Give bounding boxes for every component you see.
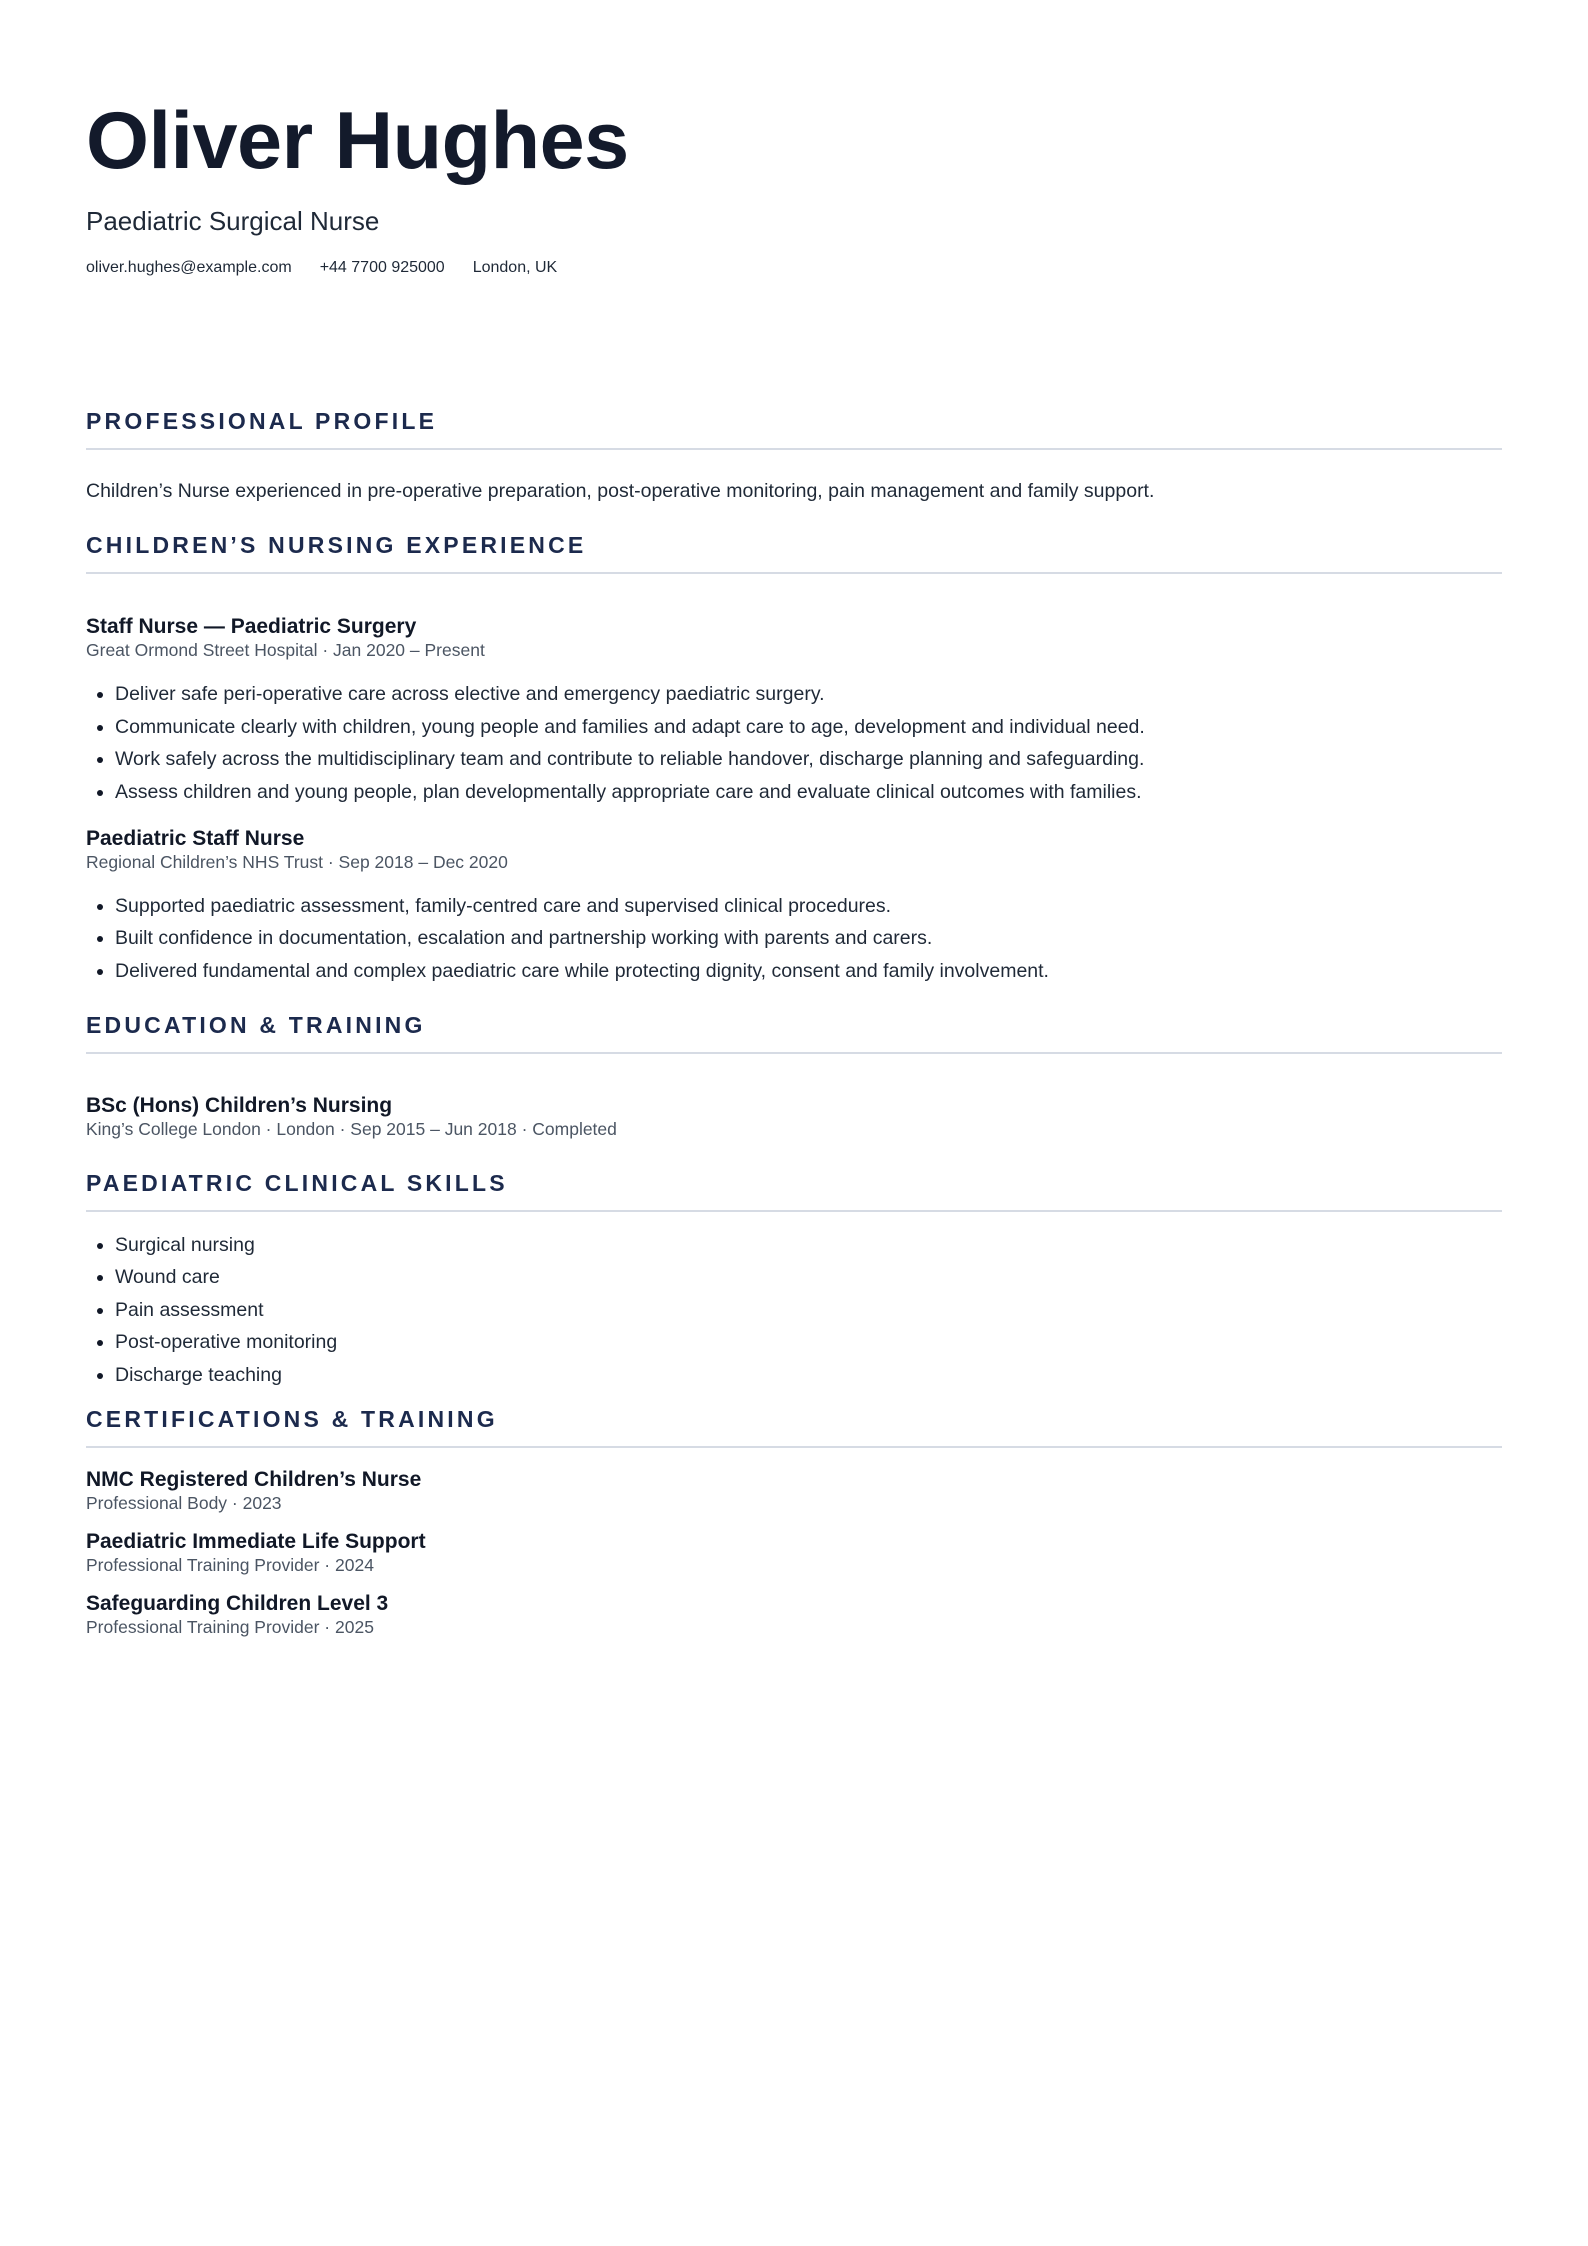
experience-section	[86, 532, 1502, 982]
skills-list	[86, 1234, 1502, 1386]
certification-details: Professional Training Provider · 2025	[86, 1616, 374, 1637]
profile-section	[86, 408, 1502, 504]
profile-text: Children’s Nurse experienced in pre-operative preparation, post-operative monitoring, pain management and family support.	[86, 480, 1155, 502]
list-item: • Built confidence in documentation, escalation and partnership working with parents and carers.	[115, 927, 1502, 949]
list-item: • Work safely across the multidisciplinary team and contribute to reliable handover, discharge planning and safeguarding.	[115, 748, 1502, 770]
resume-header	[86, 0, 1502, 278]
job-entry	[86, 615, 1502, 803]
education-heading: EDUCATION & TRAINING	[86, 1012, 1502, 1054]
candidate-title: Paediatric Surgical Nurse	[86, 206, 380, 236]
certifications-heading: CERTIFICATIONS & TRAINING	[86, 1406, 1502, 1448]
degree-title: BSc (Hons) Children’s Nursing	[86, 1093, 393, 1117]
contact-phone: +44 7700 925000	[319, 259, 445, 276]
contact-line	[86, 258, 1502, 278]
certification-title: Paediatric Immediate Life Support	[86, 1529, 426, 1553]
list-item: • Wound care	[115, 1266, 1502, 1288]
job-entry	[86, 827, 1502, 982]
list-item: • Pain assessment	[115, 1299, 1502, 1321]
list-item: • Surgical nursing	[115, 1234, 1502, 1256]
certification-entry	[86, 1530, 1502, 1576]
list-item: • Communicate clearly with children, young people and families and adapt care to age, development and individual need.	[115, 716, 1502, 738]
skills-section	[86, 1170, 1502, 1386]
certification-title: NMC Registered Children’s Nurse	[86, 1467, 422, 1491]
skills-heading: PAEDIATRIC CLINICAL SKILLS	[86, 1170, 1502, 1212]
certification-details: Professional Body · 2023	[86, 1492, 282, 1513]
list-item: • Discharge teaching	[115, 1364, 1502, 1386]
certification-entry	[86, 1592, 1502, 1638]
list-item: • Delivered fundamental and complex paediatric care while protecting dignity, consent and family involvement.	[115, 960, 1502, 982]
contact-email: oliver.hughes@example.com	[86, 259, 292, 276]
degree-details: King’s College London · London · Sep 2015 – Jun 2018 · Completed	[86, 1118, 617, 1139]
certification-entry	[86, 1468, 1502, 1514]
certifications-section	[86, 1406, 1502, 1638]
job-employer-dates: Regional Children’s NHS Trust · Sep 2018 – Dec 2020	[86, 851, 508, 872]
list-item: • Assess children and young people, plan developmentally appropriate care and evaluate clinical outcomes with families.	[115, 781, 1502, 803]
list-item: • Deliver safe peri-operative care across elective and emergency paediatric surgery.	[115, 683, 1502, 705]
job-title: Paediatric Staff Nurse	[86, 826, 305, 850]
list-item: • Supported paediatric assessment, family-centred care and supervised clinical procedures.	[115, 895, 1502, 917]
certification-title: Safeguarding Children Level 3	[86, 1591, 389, 1615]
job-bullets	[86, 895, 1502, 982]
job-employer-dates: Great Ormond Street Hospital · Jan 2020 – Present	[86, 640, 485, 660]
experience-heading: CHILDREN’S NURSING EXPERIENCE	[86, 532, 1502, 574]
candidate-name: Oliver Hughes	[86, 96, 629, 186]
education-entry	[86, 1094, 1502, 1140]
certification-details: Professional Training Provider · 2024	[86, 1554, 374, 1575]
profile-heading: PROFESSIONAL PROFILE	[86, 408, 1502, 450]
contact-location: London, UK	[472, 259, 558, 276]
job-bullets	[86, 683, 1502, 803]
job-title: Staff Nurse — Paediatric Surgery	[86, 615, 417, 638]
list-item: • Post-operative monitoring	[115, 1331, 1502, 1353]
education-section	[86, 1012, 1502, 1140]
